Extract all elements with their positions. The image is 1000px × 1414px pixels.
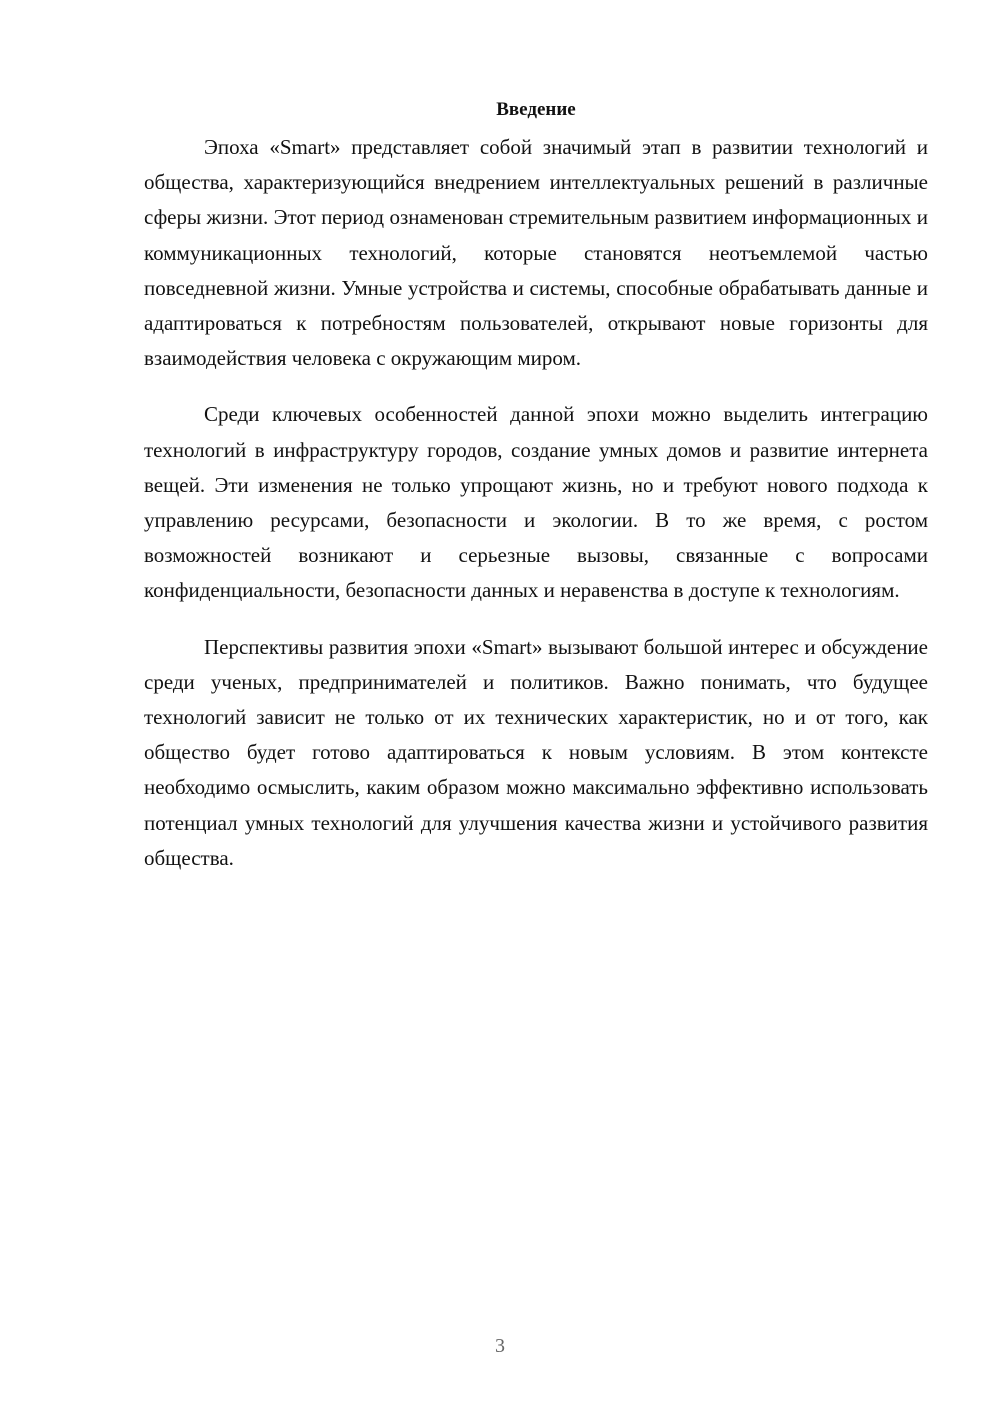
section-heading: Введение	[496, 99, 576, 120]
paragraph-3: Перспективы развития эпохи «Smart» вызывают большой интерес и обсуждение среди ученых, предпринимателей и политиков. Важно понимать, что будущее технологий зависит не только от их технических характеристик, но и от того, как общество будет готово адаптироваться к новым условиям. В этом контексте необходимо осмыслить, каким образом можно максимально эффективно использовать потенциал умных технологий для улучшения качества жизни и устойчивого развития общества.	[144, 634, 928, 870]
page-content	[144, 96, 928, 897]
page-number: 3	[495, 1335, 505, 1357]
paragraph-2: Среди ключевых особенностей данной эпохи можно выделить интеграцию технологий в инфраструктуру городов, создание умных домов и развитие интернета вещей. Эти изменения не только упрощают жизнь, но и требуют нового подхода к управлению ресурсами, безопасности и экологии. В то же время, с ростом возможностей возникают и серьезные вызовы, связанные с вопросами конфиденциальности, безопасности данных и неравенства в доступе к технологиям.	[144, 402, 928, 603]
paragraph-1: Эпоха «Smart» представляет собой значимый этап в развитии технологий и общества, характеризующийся внедрением интеллектуальных решений в различные сферы жизни. Этот период ознаменован стремительным развитием информационных и коммуникационных технологий, которые становятся неотъемлемой частью повседневной жизни. Умные устройства и системы, способные обрабатывать данные и адаптироваться к потребностям пользователей, открывают новые горизонты для взаимодействия человека с окружающим миром.	[144, 135, 928, 371]
